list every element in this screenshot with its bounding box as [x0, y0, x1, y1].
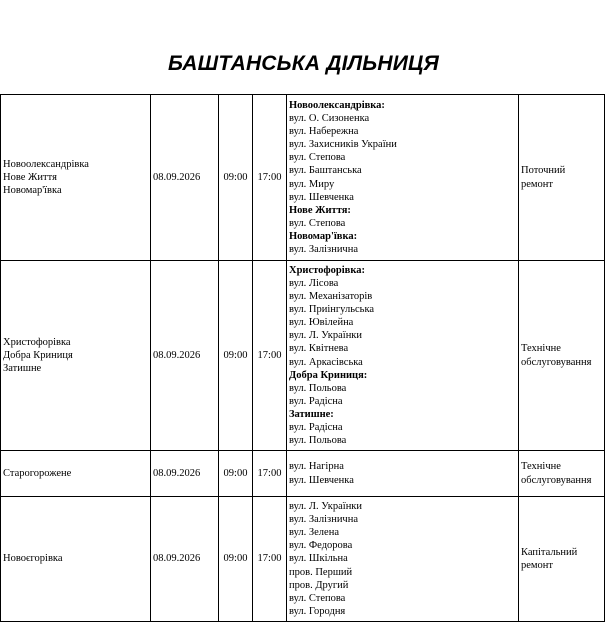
- street-name: вул. Шкільна: [289, 553, 348, 565]
- streets-cell: [287, 261, 519, 451]
- table-row: [1, 451, 605, 497]
- villages-cell: [1, 451, 151, 497]
- date-cell: 08.09.2026: [151, 451, 219, 497]
- page-title: БАШТАНСЬКА ДІЛЬНИЦЯ: [167, 52, 440, 75]
- street-name: вул. Залізнична: [289, 243, 358, 255]
- street-name: вул. Миру: [289, 178, 335, 190]
- street-name: вул. Шевченка: [289, 191, 354, 203]
- street-name: вул. Зелена: [289, 527, 339, 539]
- street-name: вул. Польова: [289, 435, 347, 447]
- street-name: вул. Квітнева: [289, 343, 349, 355]
- work-type-text: обслуговування: [521, 474, 592, 486]
- village-name: Нове Життя: [3, 171, 57, 183]
- date-cell: 08.09.2026: [151, 497, 219, 622]
- date-cell: 08.09.2026: [151, 261, 219, 451]
- work-type-text: ремонт: [521, 178, 554, 190]
- work-type-text: Технічне: [521, 343, 561, 355]
- work-type-cell: [519, 261, 605, 451]
- village-name: Добра Криниця: [3, 349, 73, 361]
- work-type-text: ремонт: [521, 560, 554, 571]
- street-name: вул. Степова: [289, 152, 346, 164]
- date-cell: 08.09.2026: [151, 95, 219, 261]
- end-time-cell: 17:00: [253, 261, 287, 451]
- street-name: вул. Аркасівська: [289, 356, 363, 368]
- street-name: вул. Радісна: [289, 395, 343, 407]
- street-name: вул. Баштанська: [289, 165, 362, 177]
- street-name: вул. Степова: [289, 592, 346, 604]
- street-name: вул. Л. Українки: [289, 501, 363, 513]
- street-name: вул. Федорова: [289, 540, 353, 552]
- start-time-cell: 09:00: [219, 497, 253, 622]
- street-name: вул. Ювілейна: [289, 317, 354, 329]
- village-name: Новоєгорівка: [3, 553, 63, 565]
- street-name: вул. Нагірна: [289, 461, 344, 473]
- start-time-cell: 09:00: [219, 451, 253, 497]
- street-name: вул. Лісова: [289, 277, 339, 289]
- street-name: пров. Перший: [289, 566, 353, 578]
- street-name: вул. Захисників України: [289, 139, 397, 151]
- street-name: вул. Приінгульська: [289, 304, 375, 316]
- table-row: [1, 95, 605, 261]
- village-name: Новоолександрівка: [3, 158, 89, 170]
- table-row: [1, 261, 605, 451]
- settlement-heading: Христофорівка:: [289, 264, 365, 276]
- street-name: вул. Степова: [289, 217, 346, 229]
- settlement-heading: Нове Життя:: [289, 204, 351, 216]
- villages-cell: [1, 95, 151, 261]
- village-name: Христофорівка: [3, 336, 71, 348]
- streets-cell: [287, 451, 519, 497]
- street-name: вул. Польова: [289, 382, 347, 394]
- end-time-cell: 17:00: [253, 497, 287, 622]
- streets-cell: [287, 497, 519, 622]
- streets-cell: [287, 95, 519, 261]
- settlement-heading: Добра Криниця:: [289, 369, 368, 381]
- village-name: Старогорожене: [3, 467, 72, 479]
- settlement-heading: Новоолександрівка:: [289, 99, 385, 111]
- end-time-cell: 17:00: [253, 95, 287, 261]
- street-name: вул. Городня: [289, 605, 346, 617]
- end-time-cell: 17:00: [253, 451, 287, 497]
- outage-schedule-table: [0, 94, 605, 622]
- work-type-cell: [519, 497, 605, 622]
- table-row: [1, 497, 605, 622]
- village-name: Затишне: [3, 363, 42, 375]
- work-type-text: Поточний: [521, 165, 566, 177]
- street-name: вул. Залізнична: [289, 514, 358, 526]
- start-time-cell: 09:00: [219, 261, 253, 451]
- villages-cell: [1, 497, 151, 622]
- villages-cell: [1, 261, 151, 451]
- street-name: вул. Шевченка: [289, 474, 354, 486]
- work-type-cell: [519, 451, 605, 497]
- work-type-text: Технічне: [521, 461, 561, 473]
- street-name: пров. Другий: [289, 579, 349, 591]
- street-name: вул. Радісна: [289, 421, 343, 433]
- settlement-heading: Новомар'ївка:: [289, 230, 358, 242]
- street-name: вул. Набережна: [289, 126, 359, 138]
- street-name: вул. Механізаторів: [289, 291, 373, 303]
- work-type-cell: [519, 95, 605, 261]
- settlement-heading: Затишне:: [289, 408, 334, 420]
- street-name: вул. О. Сизоненка: [289, 113, 370, 125]
- work-type-text: Капітальний: [521, 546, 578, 558]
- work-type-text: обслуговування: [521, 356, 592, 368]
- start-time-cell: 09:00: [219, 95, 253, 261]
- village-name: Новомар'ївка: [3, 185, 62, 197]
- street-name: вул. Л. Українки: [289, 330, 363, 342]
- schedule-body: [1, 95, 605, 622]
